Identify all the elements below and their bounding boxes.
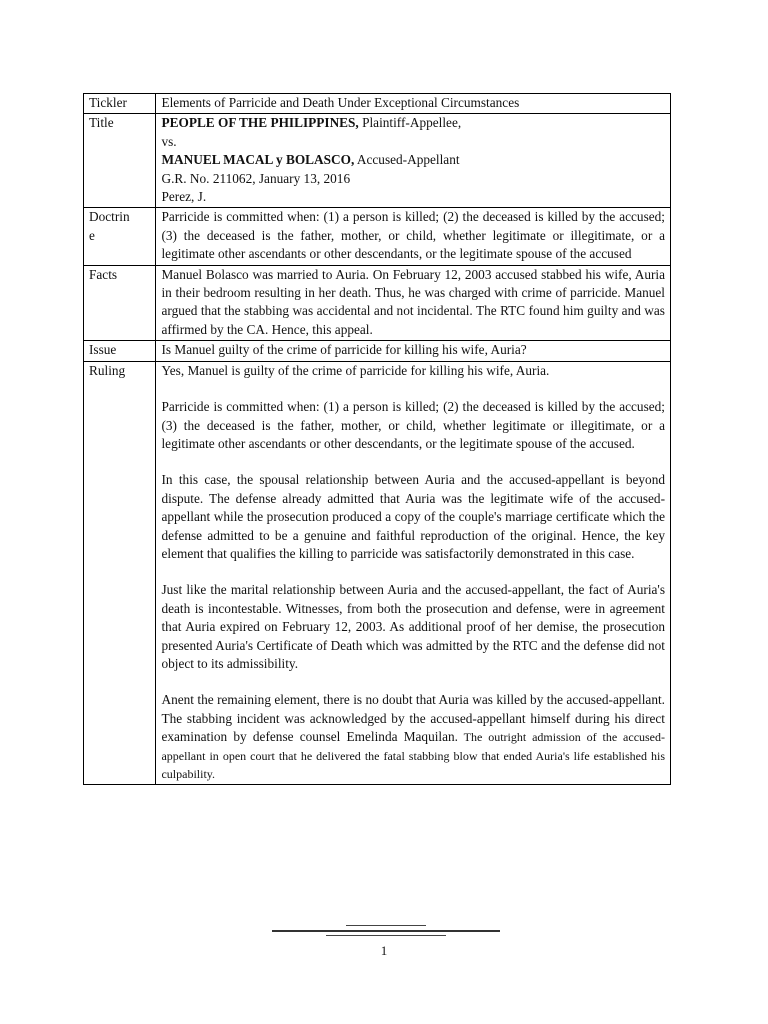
ruling-paragraph-2: Parricide is committed when: (1) a person is killed; (2) the deceased is killed by the accused; (3) the deceased is the father, mother, or child, whether legitimate or illegitimate, or a legitimate other ascendants or other descendants, or the legitimate spouse of the accused.: [161, 399, 665, 451]
page-number: 1: [380, 943, 388, 958]
tickler-row: [84, 94, 671, 114]
footer-separator: [272, 925, 500, 936]
facts-row: [84, 265, 671, 341]
footer-rule-bottom: [326, 935, 446, 936]
ruling-paragraph-4: Just like the marital relationship between Auria and the accused-appellant, the fact of Auria's death is incontestable. Witnesses, from both the prosecution and defense, were in agreement that Auria expired on February 12, 2003. As additional proof of her demise, the prosecution presented Auria's Certificate of Death which was admitted by the RTC and the defense did not object to its admissibility.: [161, 582, 665, 671]
ruling-paragraph-3: In this case, the spousal relationship between Auria and the accused-appellant is beyond dispute. The defense already admitted that Auria was the legitimate wife of the accused-appellant while the prosecution produced a copy of the couple's marriage certificate which the defense admitted to be a genuine and faithful reproduction of the original. Hence, the key element that qualifies the killing to parricide was satisfactorily demonstrated in this case.: [161, 472, 665, 561]
ruling-text: [156, 361, 671, 785]
facts-text: Manuel Bolasco was married to Auria. On February 12, 2003 accused stabbed his wife, Auria in their bedroom resulting in her death. Thus, he was charged with crime of parricide. Manuel argued that the stabbing was accidental and not incidental. The RTC found him guilty and was affirmed by the CA. Hence, this appeal.: [156, 265, 671, 341]
plaintiff-line: [161, 114, 665, 132]
ponente: Perez, J.: [161, 189, 207, 205]
title-row: [84, 114, 671, 208]
issue-text: Is Manuel guilty of the crime of parricide for killing his wife, Auria?: [156, 341, 671, 361]
tickler-label: Tickler: [84, 94, 156, 114]
doctrine-text: Parricide is committed when: (1) a person is killed; (2) the deceased is killed by the accused; (3) the deceased is the father, mother, or child, whether legitimate or illegitimate, or a legitimate other ascendants or other descendants, or the legitimate spouse of the accused: [156, 208, 671, 265]
title-value: [156, 114, 671, 208]
issue-row: [84, 341, 671, 361]
ruling-label: Ruling: [84, 361, 156, 785]
ruling-paragraph-5: [161, 691, 665, 783]
ruling-paragraph-5-small: The outright admission of the accused-appellant in open court that he delivered the fatal stabbing blow that ended Auria's life established his culpability.: [161, 730, 666, 781]
doctrine-label: Doctrin e: [84, 208, 156, 265]
ruling-paragraph-1: Yes, Manuel is guilty of the crime of parricide for killing his wife, Auria.: [161, 362, 550, 378]
tickler-value: Elements of Parricide and Death Under Exceptional Circumstances: [156, 94, 671, 114]
versus-line: vs.: [161, 133, 177, 149]
accused-role: Accused-Appellant: [354, 152, 460, 168]
issue-label: Issue: [84, 341, 156, 361]
accused-name: MANUEL MACAL y BOLASCO,: [161, 152, 355, 168]
case-digest-table: [83, 93, 671, 785]
ruling-paragraph-5-main: Anent the remaining element, there is no doubt that Auria was killed by the accused-appellant. The stabbing incident was acknowledged by the accused-appellant himself during his direct examination by defense counsel Emelinda Maquilan.: [161, 692, 665, 745]
facts-label: Facts: [84, 265, 156, 341]
accused-line: [161, 151, 665, 169]
doctrine-row: [84, 208, 671, 265]
ruling-row: [84, 361, 671, 785]
plaintiff-role: Plaintiff-Appellee,: [358, 115, 462, 131]
plaintiff-name: PEOPLE OF THE PHILIPPINES,: [161, 115, 359, 131]
case-number: G.R. No. 211062, January 13, 2016: [161, 170, 351, 186]
title-label: Title: [84, 114, 156, 208]
